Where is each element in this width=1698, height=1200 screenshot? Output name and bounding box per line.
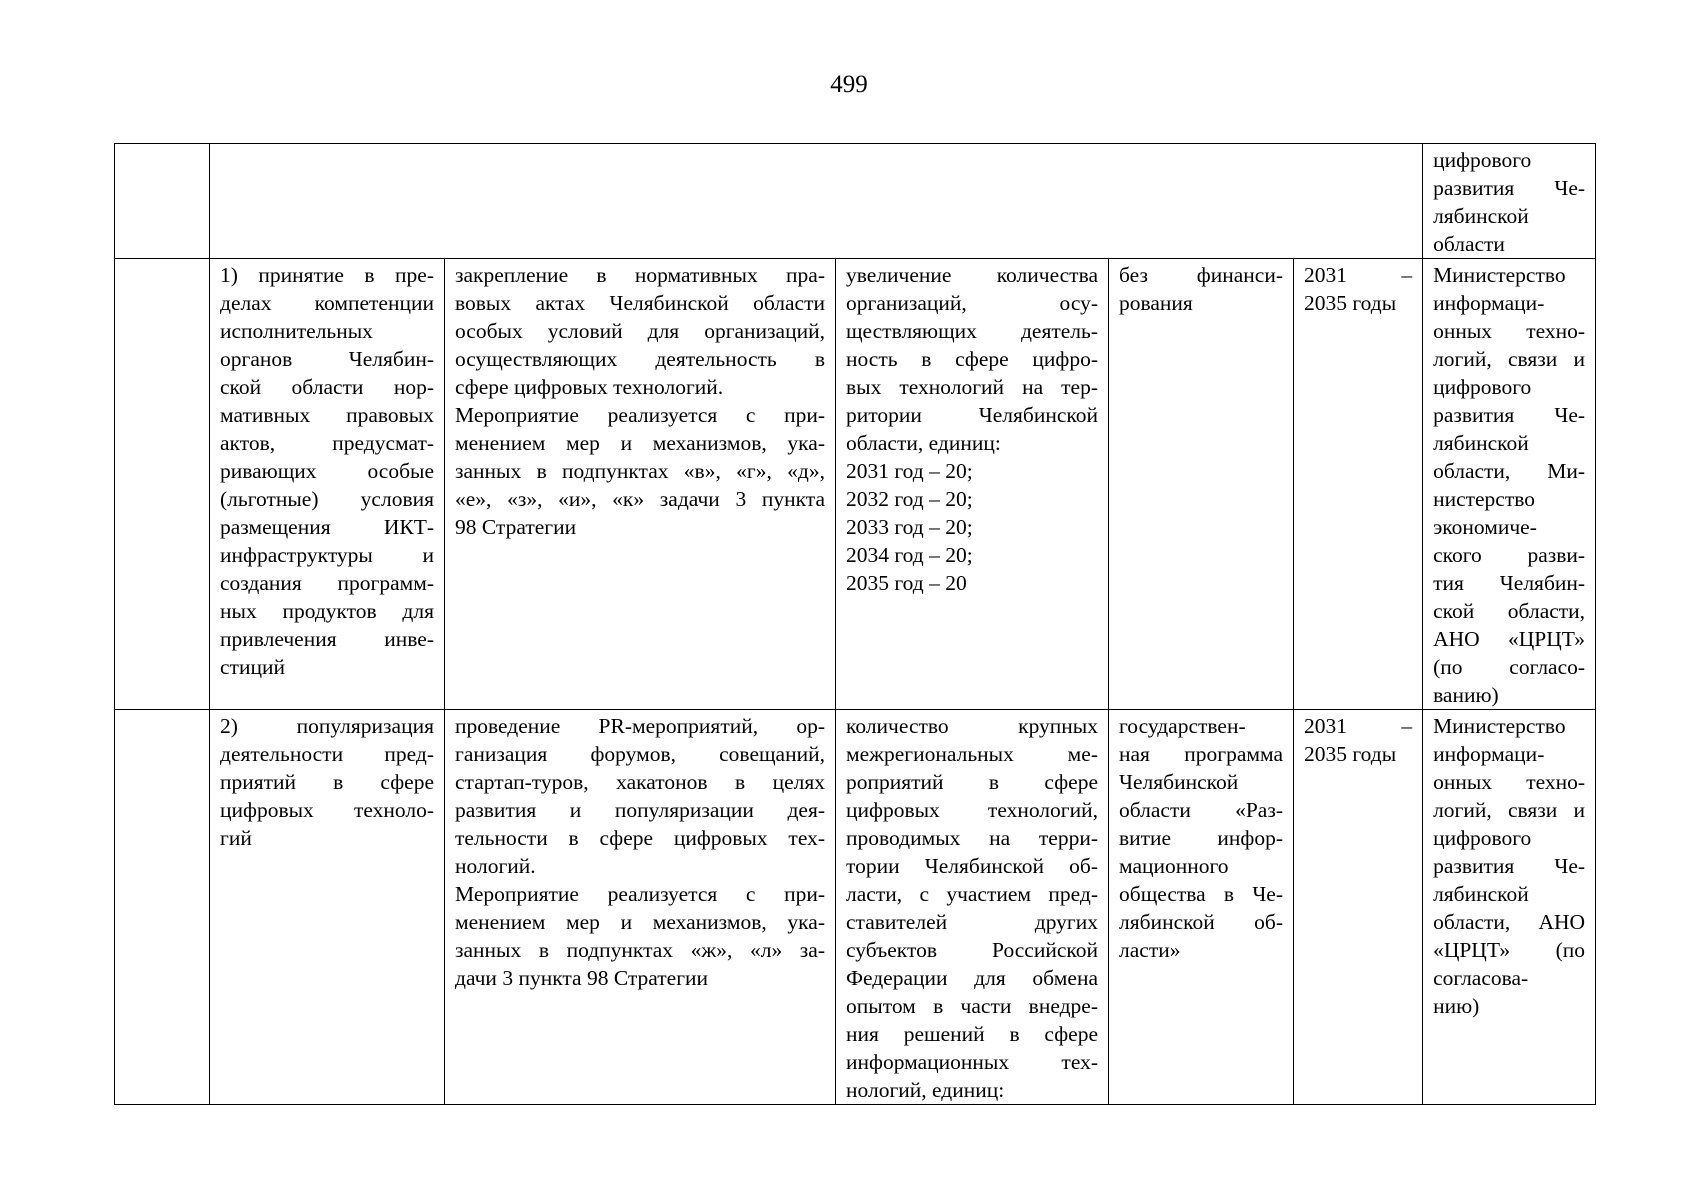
cell-line: ской области нор- [220,375,434,399]
cell-line: ных продуктов для [220,599,434,623]
cell-line: цифрового [1433,148,1532,172]
cell-line: осуществляющих деятельность в [455,347,825,371]
executor-cell [1423,710,1596,1105]
indicator-cell [836,710,1109,1105]
activity-name-cell [210,710,445,1105]
cell-line: области «Раз- [1119,798,1283,822]
cell-line: ласти, с участием пред- [846,882,1098,906]
cell-line: опытом в части внедре- [846,994,1098,1018]
cell-line: увеличение количества [846,263,1098,287]
cell-line: общества в Че- [1119,882,1283,906]
cell-line: логий, связи и [1433,347,1586,371]
cell-line: нологий. [455,854,536,878]
cell-line: области, Ми- [1433,459,1586,483]
cell-line: ритории Челябинской [846,403,1098,427]
cell-line: организаций, осу- [846,291,1098,315]
cell-line: области, АНО [1433,910,1586,934]
activities-table [114,143,1596,1105]
cell-line: 98 Стратегии [455,515,577,539]
cell-line: лябинской об- [1119,910,1283,934]
table-row [115,710,1596,1105]
cell-line: дачи 3 пункта 98 Стратегии [455,966,709,990]
cell-line: развития Че- [1433,403,1586,427]
cell-line: роприятий в сфере [846,770,1098,794]
cell-line: витие инфор- [1119,826,1283,850]
cell-line: цифровых технологий, [846,798,1098,822]
cell-line: логий, связи и [1433,798,1586,822]
table-row [115,144,1596,259]
cell-line: ставителей других [846,910,1098,934]
cell-line: закрепление в нормативных пра- [455,263,825,287]
cell-line: 2035 год – 20 [846,571,967,595]
cell-line: гий [220,826,252,850]
page-number: 499 [830,71,868,98]
cell-line: информаци- [1433,742,1545,766]
cell-line: количество крупных [846,714,1098,738]
cell-line: проведение PR-мероприятий, ор- [455,714,825,738]
cell-line: 2035 годы [1304,291,1397,315]
cell-line: государствен- [1119,714,1246,738]
row-number-cell [115,144,210,259]
cell-line: онных техно- [1433,319,1586,343]
cell-line: деятельности пред- [220,742,434,766]
cell-line: информационных тех- [846,1050,1098,1074]
cell-line: 2031 год – 20; [846,459,973,483]
cell-line: Мероприятие реализуется с при- [455,882,825,906]
cell-line: 2034 год – 20; [846,543,973,567]
cell-line: приятий в сфере [220,770,434,794]
cell-line: ность в сфере цифро- [846,347,1098,371]
cell-line: цифрового [1433,826,1532,850]
cell-line: особых условий для организаций, [455,319,825,343]
cell-line: тия Челябин- [1433,571,1586,595]
cell-line: развития Че- [1433,854,1586,878]
cell-line: субъектов Российской [846,938,1098,962]
period-cell [1294,710,1423,1105]
activity-content-cell [445,259,836,710]
cell-line: ванию) [1433,683,1499,707]
cell-line: 2035 годы [1304,742,1397,766]
cell-line: ского разви- [1433,543,1586,567]
cell-line: «е», «з», «и», «к» задачи 3 пункта [455,487,825,511]
cell-line: согласова- [1433,966,1529,990]
executor-cell [1423,144,1596,259]
cell-line: области [1433,232,1505,256]
cell-line: рования [1119,291,1193,315]
cell-line: создания программ- [220,571,434,595]
cell-line: Министерство [1433,263,1566,287]
cell-line: 2) популяризация [220,714,434,738]
cell-line: актов, предусмат- [220,431,434,455]
cell-line: лябинской [1433,204,1529,228]
cell-line: Федерации для обмена [846,966,1098,990]
cell-line: Министерство [1433,714,1566,738]
cell-line: развития и популяризации дея- [455,798,825,822]
cell-line: 2031 – [1304,714,1413,738]
cell-line: нию) [1433,994,1480,1018]
cell-line: ривающих особые [220,459,434,483]
cell-line: 1) принятие в пре- [220,263,434,287]
cell-line: ласти» [1119,938,1181,962]
cell-line: 2033 год – 20; [846,515,973,539]
cell-line: экономиче- [1433,515,1537,539]
merged-cell [210,144,1423,259]
cell-line: тории Челябинской об- [846,854,1098,878]
cell-line: менением мер и механизмов, ука- [455,910,825,934]
cell-line: инфраструктуры и [220,543,434,567]
cell-line: Мероприятие реализуется с при- [455,403,825,427]
cell-line: привлечения инве- [220,627,434,651]
row-number-cell [115,710,210,1105]
indicator-cell [836,259,1109,710]
cell-line: вовых актах Челябинской области [455,291,825,315]
funding-cell [1109,259,1294,710]
cell-line: развития Че- [1433,176,1586,200]
cell-line: ществляющих деятель- [846,319,1098,343]
cell-line: нистерство [1433,487,1535,511]
cell-line: органов Челябин- [220,347,434,371]
cell-line: межрегиональных ме- [846,742,1098,766]
cell-line: Челябинской [1119,770,1239,794]
cell-line: «ЦРЦТ» (по [1433,938,1586,962]
row-number-cell [115,259,210,710]
cell-line: (льготные) условия [220,487,434,511]
cell-line: без финанси- [1119,263,1283,287]
cell-line: информаци- [1433,291,1545,315]
cell-line: делах компетенции [220,291,434,315]
executor-cell [1423,259,1596,710]
cell-line: лябинской [1433,882,1529,906]
cell-line: исполнительных [220,319,373,343]
cell-line: лябинской [1433,431,1529,455]
cell-line: ганизация форумов, совещаний, [455,742,825,766]
cell-line: проводимых на терри- [846,826,1098,850]
cell-line: мативных правовых [220,403,434,427]
cell-line: АНО «ЦРЦТ» [1433,627,1586,651]
cell-line: онных техно- [1433,770,1586,794]
cell-line: вых технологий на тер- [846,375,1098,399]
cell-line: занных в подпунктах «ж», «л» за- [455,938,825,962]
cell-line: ния решений в сфере [846,1022,1098,1046]
cell-line: менением мер и механизмов, ука- [455,431,825,455]
table-row [115,259,1596,710]
period-cell [1294,259,1423,710]
cell-line: (по согласо- [1433,655,1586,679]
cell-line: стиций [220,655,285,679]
cell-line: размещения ИКТ- [220,515,434,539]
cell-line: занных в подпунктах «в», «г», «д», [455,459,825,483]
cell-line: области, единиц: [846,431,1001,455]
cell-line: цифрового [1433,375,1532,399]
activity-name-cell [210,259,445,710]
cell-line: ской области, [1433,599,1586,623]
cell-line: ная программа [1119,742,1283,766]
cell-line: стартап-туров, хакатонов в целях [455,770,825,794]
activity-content-cell [445,710,836,1105]
cell-line: тельности в сфере цифровых тех- [455,826,825,850]
cell-line: нологий, единиц: [846,1078,1005,1102]
cell-line: 2031 – [1304,263,1413,287]
funding-cell [1109,710,1294,1105]
cell-line: цифровых техноло- [220,798,434,822]
cell-line: сфере цифровых технологий. [455,375,724,399]
cell-line: 2032 год – 20; [846,487,973,511]
cell-line: мационного [1119,854,1229,878]
